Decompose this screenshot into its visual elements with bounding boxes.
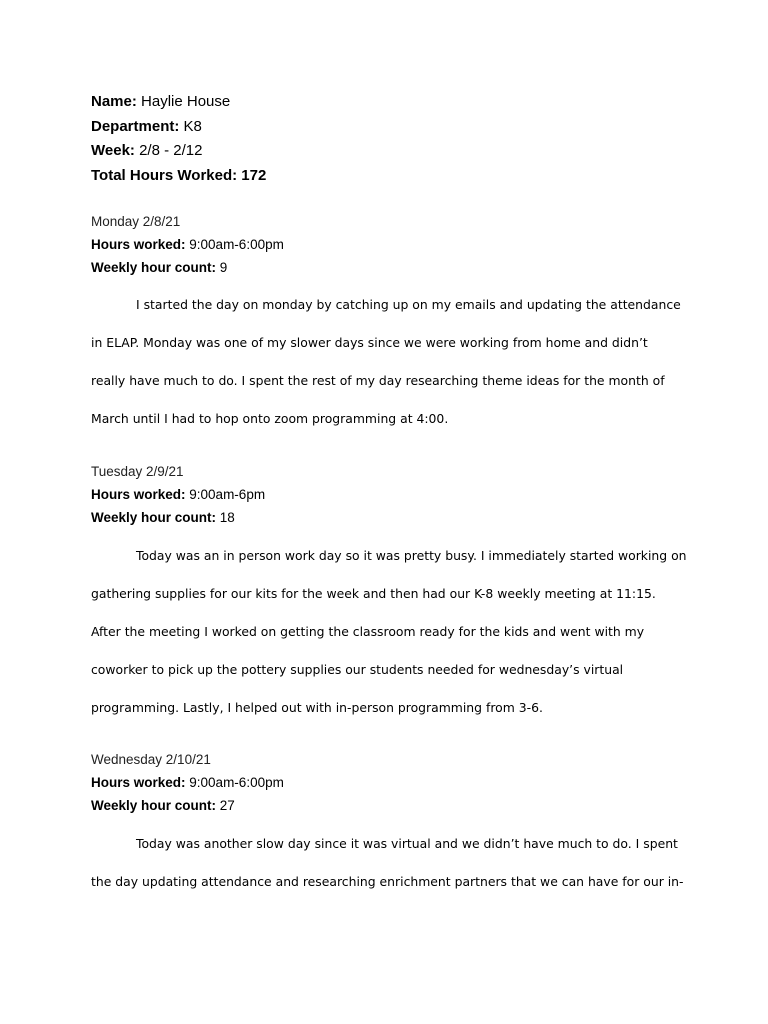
week-value: 2/8 - 2/12	[139, 142, 203, 159]
paragraph-line: After the meeting I worked on getting the classroom ready for the kids and went with my	[91, 624, 645, 639]
hours-worked-value: 9:00am-6pm	[189, 487, 266, 502]
week-label: Week:	[91, 142, 135, 159]
entry-day: Tuesday 2/9/21	[91, 464, 184, 479]
week-row	[91, 139, 266, 164]
name-row	[91, 90, 266, 115]
paragraph-line: really have much to do. I spent the rest of my day researching theme ideas for the month of	[91, 373, 665, 388]
weekly-count-value: 27	[219, 798, 235, 813]
entry-monday-header	[91, 210, 284, 279]
department-label: Department:	[91, 117, 180, 135]
weekly-count-value: 18	[219, 510, 235, 525]
paragraph-line: March until I had to hop onto zoom programming at 4:00.	[91, 411, 449, 426]
total-hours-label: Total Hours Worked:	[91, 166, 238, 184]
hours-worked-row	[91, 771, 284, 794]
paragraph-line: in ELAP. Monday was one of my slower days since we were working from home and didn’t	[91, 335, 648, 350]
name-value: Haylie House	[141, 93, 231, 110]
total-hours-row	[91, 164, 266, 189]
hours-worked-row	[91, 483, 265, 506]
name-label: Name:	[91, 93, 137, 110]
weekly-count-row	[91, 794, 284, 817]
weekly-count-label: Weekly hour count:	[91, 260, 217, 275]
weekly-count-label: Weekly hour count:	[91, 798, 217, 813]
weekly-count-row	[91, 256, 284, 279]
paragraph-line: I started the day on monday by catching up on my emails and updating the attendance	[136, 297, 681, 312]
hours-worked-label: Hours worked:	[91, 775, 186, 790]
paragraph-line: Today was an in person work day so it was pretty busy. I immediately started working on	[136, 548, 687, 563]
paragraph-line: coworker to pick up the pottery supplies our students needed for wednesday’s virtual	[91, 662, 624, 677]
paragraph-line: programming. Lastly, I helped out with in-person programming from 3-6.	[91, 700, 543, 715]
entry-tuesday-header	[91, 460, 265, 529]
entry-wednesday-header	[91, 748, 284, 817]
weekly-count-value: 9	[219, 260, 228, 275]
paragraph-line: Today was another slow day since it was virtual and we didn’t have much to do. I spent	[136, 836, 678, 851]
department-value: K8	[183, 117, 202, 135]
weekly-count-row	[91, 506, 265, 529]
hours-worked-label: Hours worked:	[91, 487, 186, 502]
paragraph-line: gathering supplies for our kits for the week and then had our K-8 weekly meeting at 11:15.	[91, 586, 656, 601]
weekly-count-label: Weekly hour count:	[91, 510, 217, 525]
hours-worked-row	[91, 233, 284, 256]
paragraph-line: the day updating attendance and researching enrichment partners that we can have for our in-	[91, 874, 684, 889]
hours-worked-value: 9:00am-6:00pm	[189, 237, 284, 252]
total-hours-value: 172	[241, 166, 267, 184]
hours-worked-value: 9:00am-6:00pm	[189, 775, 284, 790]
entry-day: Monday 2/8/21	[91, 214, 181, 229]
department-row	[91, 115, 266, 140]
entry-day: Wednesday 2/10/21	[91, 752, 211, 767]
hours-worked-label: Hours worked:	[91, 237, 186, 252]
timesheet-header	[91, 90, 266, 188]
